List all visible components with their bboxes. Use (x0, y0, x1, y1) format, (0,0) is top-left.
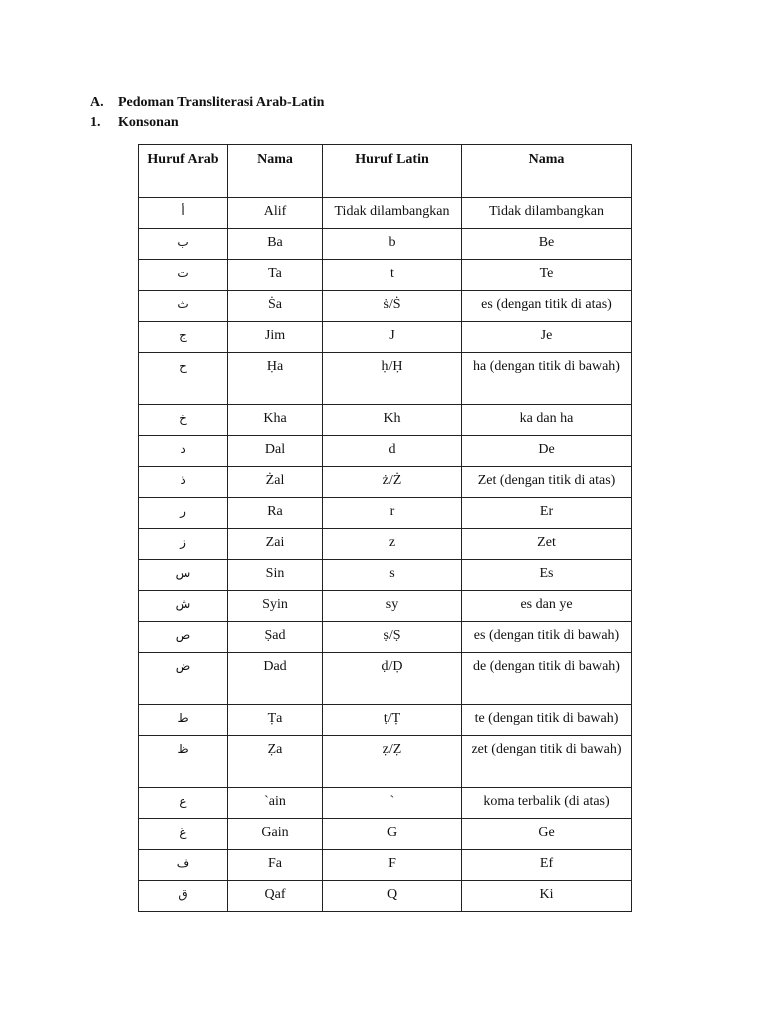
table-row (139, 705, 632, 736)
header-huruf-arab: Huruf Arab (139, 145, 228, 198)
table-row (139, 819, 632, 850)
letter-name-cell: Gain (228, 819, 323, 850)
latin-name-cell: Es (462, 560, 632, 591)
table-row (139, 560, 632, 591)
table-body (139, 198, 632, 912)
subsection-number-1: 1. (90, 115, 101, 130)
latin-letter-cell: G (323, 819, 462, 850)
table-header-row (139, 145, 632, 198)
letter-name-cell: Ẓa (228, 736, 323, 788)
latin-name-cell: Zet (462, 529, 632, 560)
latin-name-cell: Zet (dengan titik di atas) (462, 467, 632, 498)
latin-name-cell: De (462, 436, 632, 467)
arabic-letter-cell: ب (139, 229, 228, 260)
arabic-letter-cell: ط (139, 705, 228, 736)
table-row (139, 322, 632, 353)
letter-name-cell: Ta (228, 260, 323, 291)
letter-name-cell: Fa (228, 850, 323, 881)
table-row (139, 353, 632, 405)
table-row (139, 850, 632, 881)
header-nama: Nama (228, 145, 323, 198)
letter-name-cell: Alif (228, 198, 323, 229)
table-row (139, 591, 632, 622)
table-row (139, 260, 632, 291)
letter-name-cell: Dal (228, 436, 323, 467)
letter-name-cell: Ṣad (228, 622, 323, 653)
latin-letter-cell: t (323, 260, 462, 291)
latin-name-cell: zet (dengan titik di bawah) (462, 736, 632, 788)
section-number-a: A. (90, 95, 104, 110)
arabic-letter-cell: ت (139, 260, 228, 291)
latin-name-cell: Ki (462, 881, 632, 912)
table-row (139, 881, 632, 912)
latin-letter-cell: ż/Ż (323, 467, 462, 498)
section-heading-a (90, 94, 324, 112)
table-row (139, 498, 632, 529)
latin-name-cell: es (dengan titik di atas) (462, 291, 632, 322)
arabic-letter-cell: ع (139, 788, 228, 819)
arabic-letter-cell: ح (139, 353, 228, 405)
arabic-letter-cell: ر (139, 498, 228, 529)
latin-name-cell: es dan ye (462, 591, 632, 622)
latin-letter-cell: sy (323, 591, 462, 622)
latin-letter-cell: d (323, 436, 462, 467)
table-row (139, 529, 632, 560)
subsection-title-konsonan: Konsonan (118, 115, 179, 130)
letter-name-cell: Qaf (228, 881, 323, 912)
latin-letter-cell: ḍ/Ḍ (323, 653, 462, 705)
table-row (139, 788, 632, 819)
header-nama-latin: Nama (462, 145, 632, 198)
letter-name-cell: Jim (228, 322, 323, 353)
arabic-letter-cell: ص (139, 622, 228, 653)
latin-name-cell: te (dengan titik di bawah) (462, 705, 632, 736)
table-row (139, 736, 632, 788)
latin-name-cell: koma terbalik (di atas) (462, 788, 632, 819)
table-row (139, 198, 632, 229)
latin-letter-cell: ` (323, 788, 462, 819)
latin-name-cell: Be (462, 229, 632, 260)
letter-name-cell: Syin (228, 591, 323, 622)
arabic-letter-cell: ذ (139, 467, 228, 498)
arabic-letter-cell: أ (139, 198, 228, 229)
arabic-letter-cell: ق (139, 881, 228, 912)
latin-letter-cell: ṡ/Ṡ (323, 291, 462, 322)
latin-name-cell: Je (462, 322, 632, 353)
letter-name-cell: Żal (228, 467, 323, 498)
table-row (139, 622, 632, 653)
arabic-letter-cell: غ (139, 819, 228, 850)
latin-letter-cell: z (323, 529, 462, 560)
letter-name-cell: `ain (228, 788, 323, 819)
latin-name-cell: es (dengan titik di bawah) (462, 622, 632, 653)
latin-name-cell: de (dengan titik di bawah) (462, 653, 632, 705)
letter-name-cell: Ṭa (228, 705, 323, 736)
arabic-letter-cell: ف (139, 850, 228, 881)
arabic-letter-cell: ش (139, 591, 228, 622)
letter-name-cell: Sin (228, 560, 323, 591)
transliteration-table (138, 144, 632, 912)
latin-name-cell: Er (462, 498, 632, 529)
letter-name-cell: Kha (228, 405, 323, 436)
latin-name-cell: Ef (462, 850, 632, 881)
latin-name-cell: ka dan ha (462, 405, 632, 436)
latin-letter-cell: ṭ/Ṭ (323, 705, 462, 736)
latin-letter-cell: Tidak dilambangkan (323, 198, 462, 229)
arabic-letter-cell: ث (139, 291, 228, 322)
latin-name-cell: Tidak dilambangkan (462, 198, 632, 229)
subsection-heading-1 (90, 114, 179, 132)
table-row (139, 653, 632, 705)
latin-letter-cell: Kh (323, 405, 462, 436)
latin-name-cell: Te (462, 260, 632, 291)
letter-name-cell: Ra (228, 498, 323, 529)
table-row (139, 436, 632, 467)
letter-name-cell: Ṡa (228, 291, 323, 322)
latin-name-cell: Ge (462, 819, 632, 850)
latin-letter-cell: ṣ/Ṣ (323, 622, 462, 653)
latin-letter-cell: r (323, 498, 462, 529)
latin-letter-cell: b (323, 229, 462, 260)
arabic-letter-cell: ظ (139, 736, 228, 788)
latin-letter-cell: ẓ/Ẓ (323, 736, 462, 788)
arabic-letter-cell: د (139, 436, 228, 467)
latin-letter-cell: s (323, 560, 462, 591)
latin-letter-cell: ḥ/Ḥ (323, 353, 462, 405)
table-row (139, 405, 632, 436)
latin-letter-cell: J (323, 322, 462, 353)
letter-name-cell: Dad (228, 653, 323, 705)
latin-letter-cell: F (323, 850, 462, 881)
table-row (139, 291, 632, 322)
letter-name-cell: Ḥa (228, 353, 323, 405)
table-row (139, 229, 632, 260)
section-title-pedoman: Pedoman Transliterasi Arab-Latin (118, 95, 325, 110)
arabic-letter-cell: ض (139, 653, 228, 705)
header-huruf-latin: Huruf Latin (323, 145, 462, 198)
arabic-letter-cell: ز (139, 529, 228, 560)
letter-name-cell: Zai (228, 529, 323, 560)
arabic-letter-cell: خ (139, 405, 228, 436)
latin-letter-cell: Q (323, 881, 462, 912)
arabic-letter-cell: س (139, 560, 228, 591)
latin-name-cell: ha (dengan titik di bawah) (462, 353, 632, 405)
arabic-letter-cell: ج (139, 322, 228, 353)
letter-name-cell: Ba (228, 229, 323, 260)
table-row (139, 467, 632, 498)
